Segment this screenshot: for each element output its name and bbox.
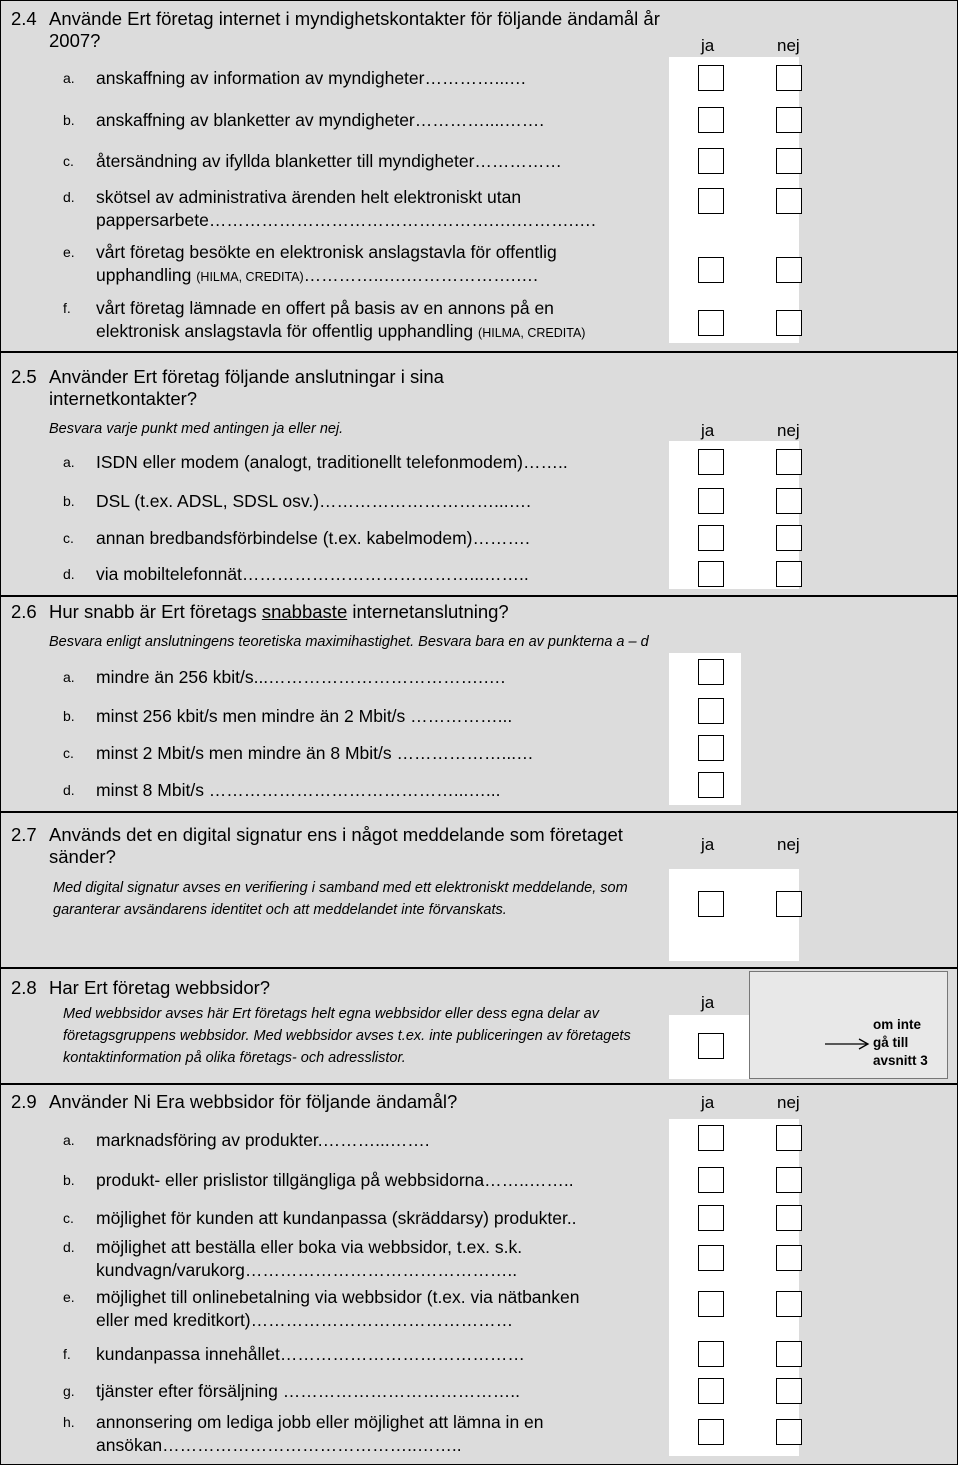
item-letter: c. xyxy=(63,1210,74,1226)
item-letter: c. xyxy=(63,530,74,546)
nej-checkbox[interactable] xyxy=(776,1245,802,1271)
nej-checkbox[interactable] xyxy=(776,310,802,336)
ja-checkbox[interactable] xyxy=(698,488,724,514)
item-letter: a. xyxy=(63,669,75,685)
nej-checkbox[interactable] xyxy=(776,1378,802,1404)
nej-checkbox[interactable] xyxy=(776,65,802,91)
nej-checkbox[interactable] xyxy=(776,1205,802,1231)
item-letter: e. xyxy=(63,1289,75,1305)
item-letter: a. xyxy=(63,1132,75,1148)
question-text: Har Ert företag webbsidor? xyxy=(49,977,271,998)
ja-checkbox[interactable] xyxy=(698,1419,724,1445)
nej-checkbox[interactable] xyxy=(776,1167,802,1193)
question-number: 2.8 xyxy=(11,977,37,998)
ja-header: ja xyxy=(701,36,715,55)
question-text: Använde Ert företag internet i myndighetskontakter för följande ändamål år 2007? xyxy=(49,8,660,51)
item-text: ansökan……………………………………..…….. xyxy=(96,1435,462,1455)
item-text: återsändning av ifyllda blanketter till myndigheter…………… xyxy=(96,151,562,171)
nej-header: nej xyxy=(777,835,800,854)
question-title xyxy=(11,977,271,999)
item-text: via mobiltelefonnät…………………………………...…….. xyxy=(96,564,529,584)
ja-checkbox[interactable] xyxy=(698,449,724,475)
item-text: upphandling xyxy=(96,265,192,285)
question-text: Använder Ert företag följande anslutningar i sina internetkontakter? xyxy=(49,366,444,409)
section-2-9 xyxy=(1,1085,957,1464)
ja-header: ja xyxy=(701,421,715,440)
ja-checkbox[interactable] xyxy=(698,1033,724,1059)
ja-checkbox[interactable] xyxy=(698,891,724,917)
item-letter: g. xyxy=(63,1383,75,1399)
item-text: mindre än 256 kbit/s...……………………………….…. xyxy=(96,667,506,687)
nej-checkbox[interactable] xyxy=(776,449,802,475)
section-2-4 xyxy=(1,1,957,353)
nej-checkbox[interactable] xyxy=(776,488,802,514)
ja-header: ja xyxy=(701,835,715,854)
skip-instruction xyxy=(873,1016,928,1070)
nej-header: nej xyxy=(777,36,800,55)
section-2-6 xyxy=(1,597,957,813)
item-text: möjlighet för kunden att kundanpassa (skräddarsy) produkter.. xyxy=(96,1208,577,1228)
item-text: kundvagn/varukorg……………………………………….. xyxy=(96,1260,518,1280)
item-text: DSL (t.ex. ADSL, SDSL osv.)…………………………...…. xyxy=(96,491,531,511)
question-number: 2.5 xyxy=(11,366,37,387)
ja-checkbox[interactable] xyxy=(698,1341,724,1367)
instruction: Med webbsidor avses här Ert företags helt egna webbsidor eller dess egna delar av företagsgruppens webbsidor. Med webbsidor avses t.ex. inte publiceringen av företagets kontaktinformation på olika företags- och adresslistor. xyxy=(63,1006,631,1066)
ja-checkbox[interactable] xyxy=(698,148,724,174)
item-letter: d. xyxy=(63,1239,75,1255)
item-letter: h. xyxy=(63,1414,75,1430)
ja-checkbox[interactable] xyxy=(698,310,724,336)
item-letter: b. xyxy=(63,708,75,724)
item-note: (HILMA, CREDITA) xyxy=(196,270,304,284)
ja-checkbox[interactable] xyxy=(698,1245,724,1271)
item-text: marknadsföring av produkter.………...……. xyxy=(96,1130,430,1150)
title-underlined: snabbaste xyxy=(261,601,348,622)
nej-checkbox[interactable] xyxy=(776,1419,802,1445)
ja-checkbox[interactable] xyxy=(698,188,724,214)
nej-checkbox[interactable] xyxy=(776,188,802,214)
item-text: vårt företag lämnade en offert på basis av en annons på en xyxy=(96,298,554,318)
skip-line: avsnitt 3 xyxy=(873,1053,928,1068)
item-letter: a. xyxy=(63,70,75,86)
nej-checkbox[interactable] xyxy=(776,148,802,174)
ja-checkbox[interactable] xyxy=(698,1125,724,1151)
question-number: 2.6 xyxy=(11,601,37,622)
ja-checkbox[interactable] xyxy=(698,1205,724,1231)
ja-checkbox[interactable] xyxy=(698,772,724,798)
question-number: 2.7 xyxy=(11,824,37,845)
item-note: (HILMA, CREDITA) xyxy=(478,326,586,340)
ja-checkbox[interactable] xyxy=(698,525,724,551)
ja-checkbox[interactable] xyxy=(698,65,724,91)
nej-checkbox[interactable] xyxy=(776,107,802,133)
nej-checkbox[interactable] xyxy=(776,257,802,283)
item-text: produkt- eller prislistor tillgängliga på webbsidorna……..…….. xyxy=(96,1170,574,1190)
ja-checkbox[interactable] xyxy=(698,1167,724,1193)
item-text: minst 8 Mbit/s ……………………………………...…... xyxy=(96,780,501,800)
ja-checkbox[interactable] xyxy=(698,659,724,685)
title-part: internetanslutning? xyxy=(347,601,509,622)
question-title xyxy=(11,1091,458,1113)
question-title xyxy=(11,8,660,51)
item-letter: a. xyxy=(63,454,75,470)
instruction: Med digital signatur avses en verifiering i samband med ett elektroniskt meddelande, som garanterar avsändarens identitet och att meddelandet inte förvanskats. xyxy=(53,880,628,918)
item-letter: d. xyxy=(63,782,75,798)
skip-line: gå till xyxy=(873,1035,909,1050)
question-title xyxy=(11,824,623,867)
section-2-5 xyxy=(1,353,957,597)
ja-checkbox[interactable] xyxy=(698,1291,724,1317)
item-text: annan bredbandsförbindelse (t.ex. kabelmodem)………. xyxy=(96,528,530,548)
nej-header: nej xyxy=(777,1093,800,1112)
item-letter: c. xyxy=(63,745,74,761)
item-text: annonsering om lediga jobb eller möjlighet att lämna in en xyxy=(96,1412,544,1432)
nej-checkbox[interactable] xyxy=(776,561,802,587)
ja-checkbox[interactable] xyxy=(698,107,724,133)
question-number: 2.9 xyxy=(11,1091,37,1112)
title-part: Hur snabb är Ert företags xyxy=(49,601,262,622)
ja-header: ja xyxy=(701,993,715,1012)
question-text: Används det en digital signatur ens i något meddelande som företaget sänder? xyxy=(49,824,623,867)
item-text: vårt företag besökte en elektronisk anslagstavla för offentlig xyxy=(96,242,557,262)
instruction: Besvara varje punkt med antingen ja eller nej. xyxy=(49,421,344,437)
item-text: möjlighet att beställa eller boka via webbsidor, t.ex. s.k. xyxy=(96,1237,523,1257)
item-dots: …………..….……………….…. xyxy=(303,265,538,285)
question-title xyxy=(11,601,509,623)
item-letter: e. xyxy=(63,244,75,260)
item-text: eller med kreditkort)……………………………………… xyxy=(96,1310,514,1330)
item-text: kundanpassa innehållet…………………………………… xyxy=(96,1344,525,1364)
item-letter: d. xyxy=(63,566,75,582)
skip-line: om inte xyxy=(873,1017,922,1032)
nej-checkbox[interactable] xyxy=(776,1341,802,1367)
question-text: Använder Ni Era webbsidor för följande ändamål? xyxy=(49,1091,458,1112)
section-2-7 xyxy=(1,813,957,969)
ja-checkbox[interactable] xyxy=(698,561,724,587)
nej-checkbox[interactable] xyxy=(776,1125,802,1151)
item-letter: f. xyxy=(63,300,71,316)
item-letter: b. xyxy=(63,1172,75,1188)
nej-header: nej xyxy=(777,421,800,440)
item-text: möjlighet till onlinebetalning via webbsidor (t.ex. via nätbanken xyxy=(96,1287,580,1307)
item-text: ISDN eller modem (analogt, traditionellt telefonmodem)…….. xyxy=(96,452,568,472)
arrow-right-icon xyxy=(823,1036,871,1052)
item-text: anskaffning av information av myndigheter…………...… xyxy=(96,68,527,88)
item-text: minst 256 kbit/s men mindre än 2 Mbit/s ……………... xyxy=(96,706,513,726)
ja-checkbox[interactable] xyxy=(698,735,724,761)
question-text xyxy=(49,601,689,623)
item-letter: f. xyxy=(63,1346,71,1362)
item-text: tjänster efter försäljning ………………………………….. xyxy=(96,1381,520,1401)
item-letter: d. xyxy=(63,189,75,205)
instruction: Besvara enligt anslutningens teoretiska maximihastighet. Besvara bara en av punkterna a – d xyxy=(49,634,649,650)
item-text: elektronisk anslagstavla för offentlig upphandling xyxy=(96,321,474,341)
item-text: skötsel av administrativa ärenden helt elektroniskt utan xyxy=(96,187,522,207)
item-letter: b. xyxy=(63,112,75,128)
item-letter: c. xyxy=(63,153,74,169)
ja-header: ja xyxy=(701,1093,715,1112)
nej-checkbox[interactable] xyxy=(776,525,802,551)
question-number: 2.4 xyxy=(11,8,37,29)
item-text: minst 2 Mbit/s men mindre än 8 Mbit/s ………………...… xyxy=(96,743,534,763)
question-title xyxy=(11,366,444,409)
nej-checkbox[interactable] xyxy=(776,891,802,917)
nej-checkbox[interactable] xyxy=(776,1291,802,1317)
ja-checkbox[interactable] xyxy=(698,257,724,283)
ja-checkbox[interactable] xyxy=(698,698,724,724)
ja-checkbox[interactable] xyxy=(698,1378,724,1404)
item-text: anskaffning av blanketter av myndigheter…………....……. xyxy=(96,110,545,130)
item-letter: b. xyxy=(63,493,75,509)
item-text: pappersarbete………………………………………….….……….…. xyxy=(96,210,596,230)
